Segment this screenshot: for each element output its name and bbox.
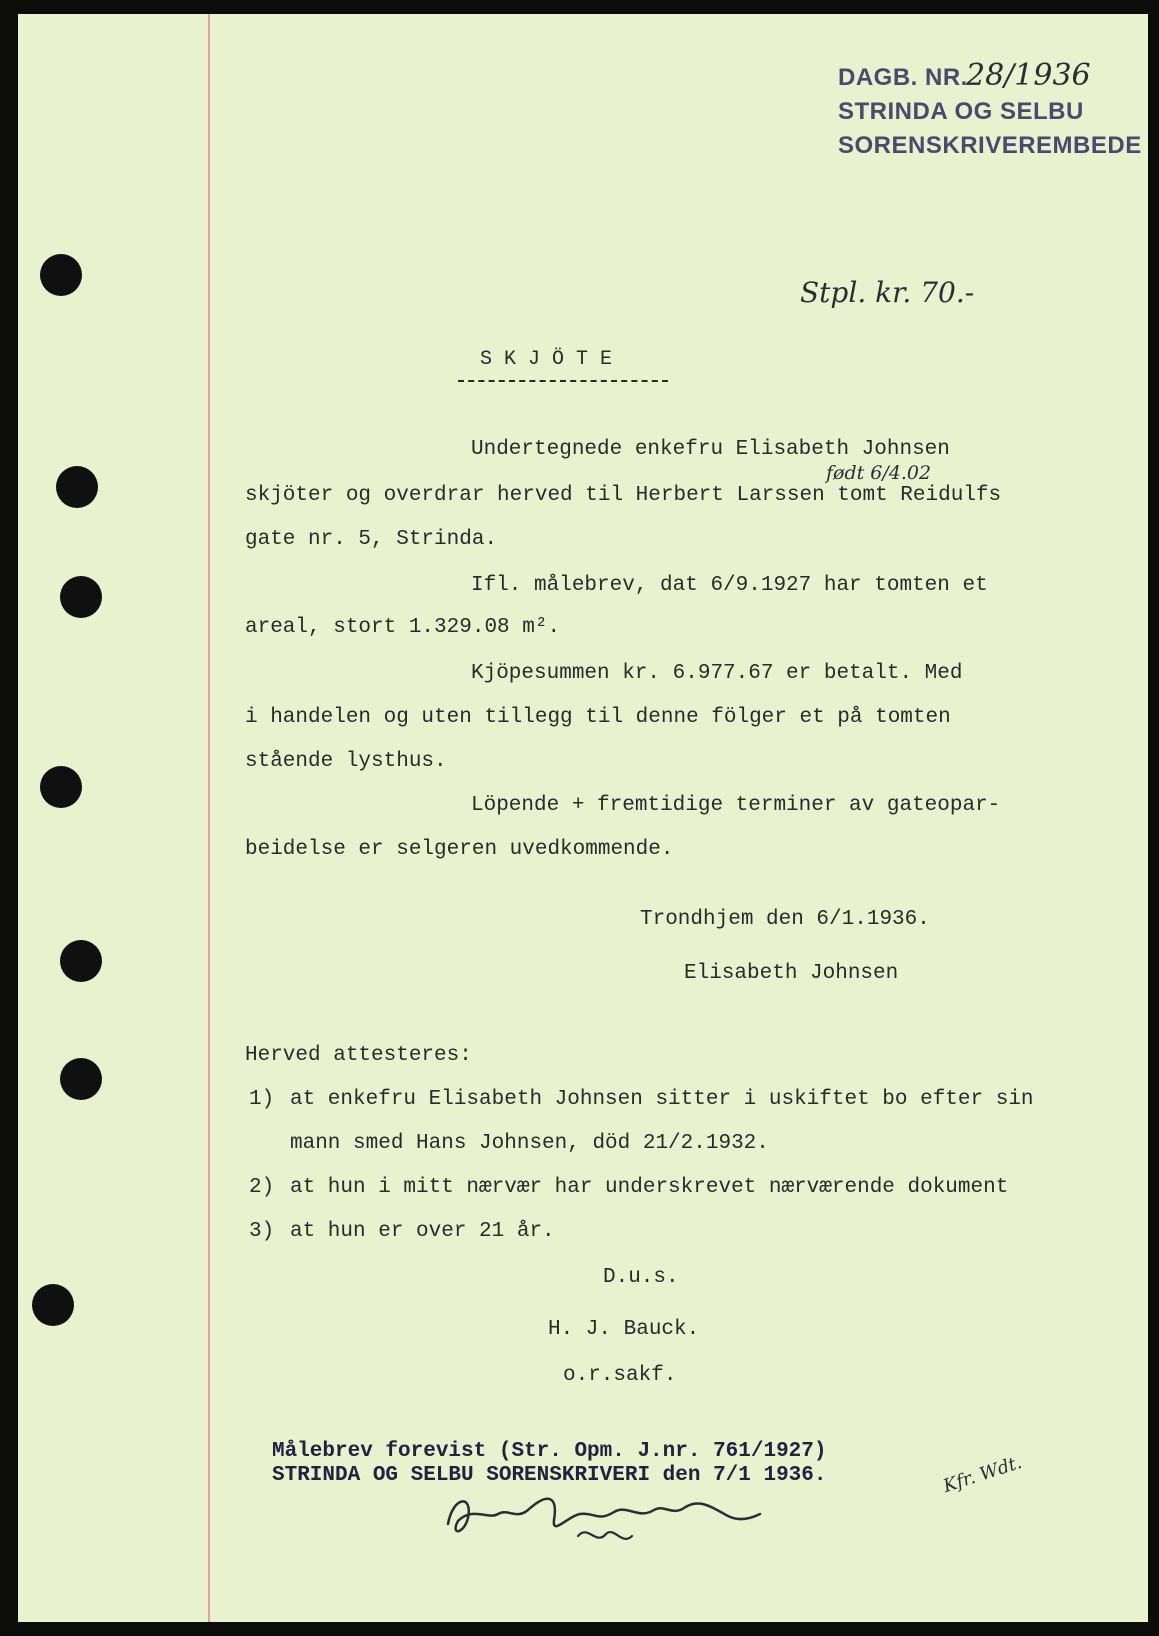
body-line: Kjöpesummen kr. 6.977.67 er betalt. Med bbox=[471, 662, 963, 685]
attest-item-number: 2) bbox=[249, 1176, 275, 1199]
stamp-office: SORENSKRIVEREMBEDE bbox=[838, 132, 1142, 159]
punch-hole bbox=[40, 254, 82, 296]
punch-hole bbox=[60, 1058, 102, 1100]
body-line: gate nr. 5, Strinda. bbox=[245, 528, 498, 551]
punch-hole bbox=[60, 940, 102, 982]
registrar-signature bbox=[428, 1476, 768, 1556]
side-note: Kfr. Wdt. bbox=[940, 1451, 1025, 1498]
stamp-dagb-number: 28/1936 bbox=[966, 58, 1091, 93]
attest-item-number: 1) bbox=[249, 1088, 275, 1111]
body-line: Ifl. målebrev, dat 6/9.1927 har tomten et bbox=[471, 574, 988, 597]
margin-line bbox=[208, 14, 210, 1622]
attester-title: o.r.sakf. bbox=[563, 1364, 677, 1387]
attest-heading: Herved attesteres: bbox=[245, 1044, 472, 1067]
body-line: Löpende + fremtidige terminer av gateopar- bbox=[471, 794, 1001, 817]
title-underline bbox=[458, 380, 668, 382]
attest-item-number: 3) bbox=[249, 1220, 275, 1243]
punch-hole bbox=[40, 766, 82, 808]
attest-item-text: at hun i mitt nærvær har underskrevet nærværende dokument bbox=[290, 1176, 1009, 1199]
fee-note: Stpl. kr. 70.- bbox=[800, 276, 975, 309]
punch-hole bbox=[60, 576, 102, 618]
stamp-dagb-label: DAGB. NR. bbox=[838, 64, 968, 91]
seller-signature: Elisabeth Johnsen bbox=[684, 962, 899, 985]
registry-line: Målebrev forevist (Str. Opm. J.nr. 761/1927) bbox=[272, 1440, 827, 1463]
body-line: Undertegnede enkefru Elisabeth Johnsen bbox=[471, 438, 950, 461]
stamp-court-name: STRINDA OG SELBU bbox=[838, 98, 1084, 125]
attester-name: H. J. Bauck. bbox=[548, 1318, 700, 1341]
registry-line: STRINDA OG SELBU SORENSKRIVERI den 7/1 1936. bbox=[272, 1464, 827, 1487]
attest-item-text: mann smed Hans Johnsen, död 21/2.1932. bbox=[290, 1132, 769, 1155]
attest-item-text: at enkefru Elisabeth Johnsen sitter i uskiftet bo efter sin bbox=[290, 1088, 1034, 1111]
punch-hole bbox=[56, 466, 98, 508]
birth-date-insert: født 6/4.02 bbox=[826, 462, 932, 484]
body-line: i handelen og uten tillegg til denne fölger et på tomten bbox=[245, 706, 951, 729]
body-line: skjöter og overdrar herved til Herbert Larssen tomt Reidulfs bbox=[245, 484, 1002, 507]
body-line: areal, stort 1.329.08 m². bbox=[245, 616, 561, 639]
attest-item-text: at hun er over 21 år. bbox=[290, 1220, 555, 1243]
body-line: stående lysthus. bbox=[245, 750, 447, 773]
body-line: beidelse er selgeren uvedkommende. bbox=[245, 838, 674, 861]
document-title: S K J Ö T E bbox=[480, 348, 613, 371]
place-date: Trondhjem den 6/1.1936. bbox=[640, 908, 930, 931]
punch-hole bbox=[32, 1284, 74, 1326]
closing: D.u.s. bbox=[603, 1266, 679, 1289]
document-page bbox=[18, 14, 1148, 1622]
